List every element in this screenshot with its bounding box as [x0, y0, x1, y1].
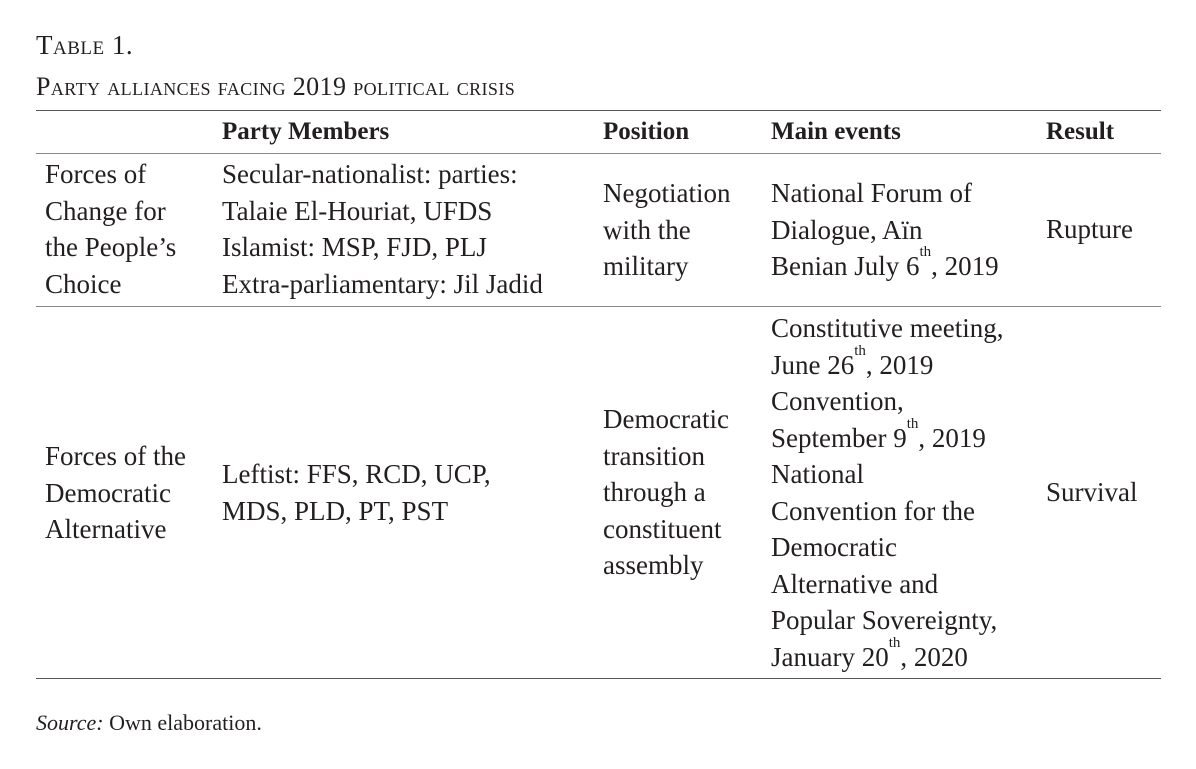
table-title: Party alliances facing 2019 political crisis — [36, 72, 516, 101]
rule-bottom — [36, 678, 1161, 679]
position-cell — [603, 175, 730, 285]
members-line: MDS, PLD, PT, PST — [222, 495, 449, 526]
header-party-members: Party Members — [222, 118, 390, 145]
source-label: Source: — [36, 710, 104, 735]
source-text: Own elaboration. — [103, 710, 262, 735]
position-line: assembly — [603, 550, 704, 580]
events-line: Constitutive meeting, — [771, 313, 1004, 343]
events-line: Popular Sovereignty, — [771, 605, 998, 635]
position-line: transition — [603, 440, 705, 471]
group-line: Change for — [45, 195, 166, 226]
members-line: Talaie El-Houriat, UFDS — [222, 195, 493, 226]
result-cell: Survival — [1046, 477, 1138, 507]
rule-header — [36, 153, 1161, 154]
members-line: Secular-nationalist: parties: — [222, 159, 518, 189]
events-line: National — [771, 459, 864, 489]
group-line: Choice — [45, 268, 122, 299]
group-line: Democratic — [45, 477, 171, 508]
rule-top — [36, 110, 1161, 111]
events-line: January 20th, 2020 — [771, 634, 968, 672]
group-cell — [45, 156, 176, 302]
position-line: military — [603, 251, 689, 281]
table-number: Table 1. — [36, 30, 134, 60]
events-line: Alternative and — [771, 568, 939, 599]
members-line: Extra-parliamentary: Jil Jadid — [222, 268, 543, 299]
events-line: Convention, — [771, 386, 904, 416]
position-line: constituent — [603, 513, 722, 544]
group-line: Forces of — [45, 159, 147, 189]
group-line: Alternative — [45, 514, 167, 544]
header-main-events: Main events — [771, 118, 901, 145]
position-line: Negotiation — [603, 178, 731, 208]
events-line: Democratic — [771, 532, 897, 562]
position-line: with the — [603, 214, 691, 245]
result-cell: Rupture — [1046, 214, 1133, 244]
rule-middle — [36, 306, 1161, 307]
position-line: Democratic — [603, 404, 729, 434]
source-note — [36, 710, 262, 736]
events-line: National Forum of — [771, 178, 972, 208]
position-line: through a — [603, 477, 706, 507]
events-line: Convention for the — [771, 495, 975, 526]
events-line: Dialogue, Aïn — [771, 214, 923, 245]
position-cell — [603, 401, 729, 584]
events-line: Benian July 6th, 2019 — [771, 244, 999, 281]
group-line: the People’s — [45, 232, 177, 262]
members-line: Leftist: FFS, RCD, UCP, — [222, 459, 491, 489]
members-cell — [222, 456, 491, 529]
events-cell — [771, 175, 999, 285]
events-line: September 9th, 2019 — [771, 415, 986, 453]
group-line: Forces of the — [45, 441, 186, 471]
members-line: Islamist: MSP, FJD, PLJ — [222, 232, 487, 262]
events-cell — [771, 310, 1003, 675]
header-result: Result — [1046, 118, 1115, 145]
group-cell — [45, 438, 186, 548]
members-cell — [222, 156, 543, 302]
events-line: June 26th, 2019 — [771, 342, 934, 380]
header-position: Position — [603, 118, 690, 145]
